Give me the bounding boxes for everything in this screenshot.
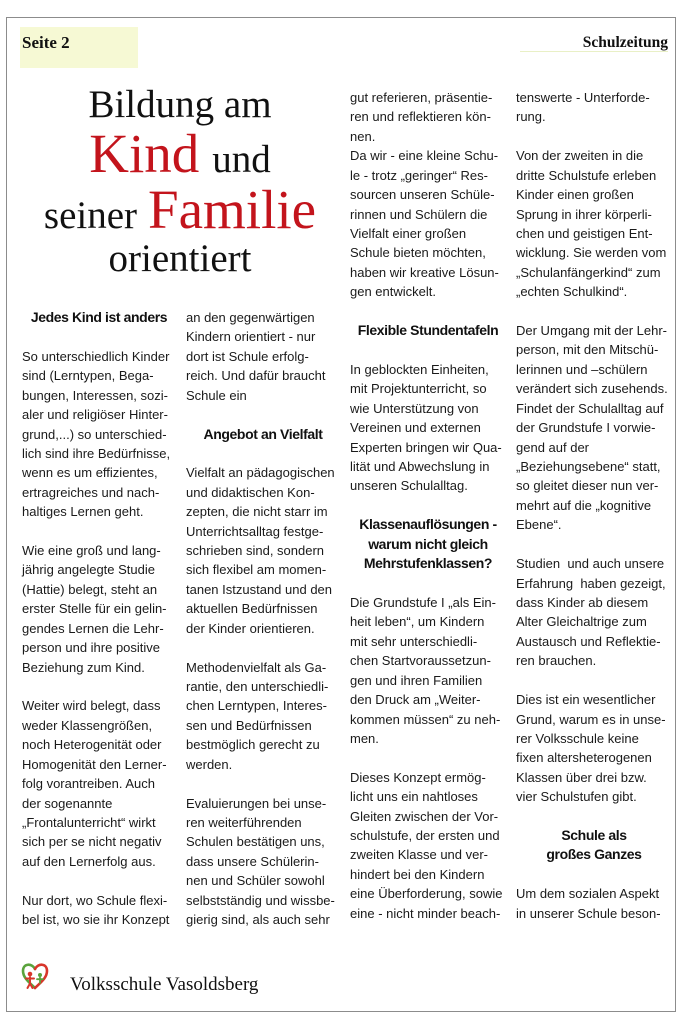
text-line: jährig angelegte Studie (22, 562, 155, 578)
text-line: gierig sind, als auch sehr (186, 912, 330, 928)
text-line: Beziehung zum Kind. (22, 659, 145, 675)
school-logo-icon (19, 960, 51, 992)
text-line: lität und Abwechslung in (350, 459, 490, 475)
text-line: der Grundstufe I vorwie- (516, 420, 656, 436)
text-line: Erfahrung haben gezeigt, (516, 575, 666, 591)
text-line: Wie eine groß und lang- (22, 543, 161, 559)
text-line: Studien und auch unsere (516, 556, 665, 572)
text-line: „Frontalunterricht“ wirkt (22, 814, 156, 830)
paragraph (22, 696, 176, 871)
page-number: Seite 2 (22, 33, 70, 52)
text-line: sen und Bedürfnissen (186, 717, 312, 733)
text-line: Sprung in ihrer körperli- (516, 206, 652, 222)
text-line: lerinnen und –schülern (516, 361, 648, 377)
paragraph (186, 308, 340, 405)
text-line: dritte Schulstufe erleben (516, 167, 657, 183)
header-rule (520, 51, 668, 52)
paragraph (22, 347, 176, 522)
text-line: gendes Lernen die Lehr- (22, 620, 164, 636)
heading-line: Schule als (561, 827, 627, 844)
text-line: eine - nicht minder beach- (350, 905, 501, 921)
text-line: Der Umgang mit der Lehr- (516, 323, 667, 339)
text-line: rinnen und Schülern die (350, 206, 488, 222)
text-line: person, mit den Mitschü- (516, 342, 659, 358)
paragraph (186, 463, 340, 638)
text-line: reich. Und dafür braucht (186, 368, 326, 384)
heading-line: Mehrstufenklassen? (363, 555, 493, 572)
text-line: erster Stelle für ein gelin- (22, 601, 167, 617)
text-line: ren brauchen. (516, 653, 597, 669)
paragraph (22, 541, 176, 677)
title-text: Bildung am (88, 83, 272, 126)
text-line: sourcen unseren Schüle- (350, 187, 495, 203)
title-highlight-kind: Kind (89, 123, 200, 184)
text-line: dort ist Schule erfolg- (186, 348, 309, 364)
text-line: Kindern orientiert - nur (186, 329, 316, 345)
text-line: ren und reflektieren kön- (350, 109, 491, 125)
article-title (20, 0, 340, 300)
text-line: sich per se nicht negativ (22, 834, 162, 850)
text-line: rer Volksschule keine (516, 730, 639, 746)
text-line: Evaluierungen bei unse- (186, 795, 327, 811)
column-2 (186, 308, 340, 930)
paragraph (516, 690, 672, 807)
text-line: mit sehr unterschiedli- (350, 633, 478, 649)
section-heading (186, 425, 340, 444)
text-line: In geblockten Einheiten, (350, 361, 489, 377)
heading-line: großes Ganzes (546, 846, 642, 863)
paragraph (350, 360, 506, 496)
text-line: „Beziehungsebene“ statt, (516, 459, 661, 475)
text-line: Findet der Schulalltag auf (516, 400, 664, 416)
text-line: ertragreiches und nach- (22, 484, 160, 500)
text-line: tenswerte - Unterforde- (516, 90, 650, 105)
text-line: Schule ein (186, 387, 247, 403)
heading-line: Klassenauflösungen - (359, 516, 497, 533)
section-heading (350, 515, 506, 573)
text-line: selbstständig und wissbe- (186, 892, 335, 908)
text-line: So unterschiedlich Kinder (22, 348, 170, 364)
text-line: sich flexibel am momen- (186, 562, 327, 578)
title-text: und (212, 138, 271, 181)
text-line: gen und ihren Familien (350, 672, 483, 688)
text-line: Von der zweiten in die (516, 148, 644, 164)
text-line: verändert sich zusehends. (516, 381, 668, 397)
text-line: nen und Schüler sowohl (186, 873, 325, 889)
text-line: Gleiten zwischen der Vor- (350, 808, 499, 824)
text-line: grund,...) so unterschied- (22, 426, 167, 442)
paragraph (516, 146, 672, 301)
paragraph (186, 658, 340, 775)
text-line: aler und religiöser Hinter- (22, 407, 168, 423)
text-line: schrieben sind, sondern (186, 543, 325, 559)
paragraph (516, 321, 672, 535)
paragraph (350, 768, 506, 923)
paragraph (516, 554, 672, 671)
text-line: noch Heterogenität oder (22, 737, 162, 753)
text-line: unseren Schulalltag. (350, 478, 468, 494)
text-line: (Hattie) belegt, steht an (22, 581, 158, 597)
text-line: gut referieren, präsentie- (350, 90, 493, 105)
text-line: Vielfalt an pädagogischen (186, 465, 335, 481)
text-line: weder Klassengrößen, (22, 717, 153, 733)
text-line: gen entwickelt. (350, 284, 436, 300)
text-line: Austausch und Reflektie- (516, 633, 661, 649)
text-line: sind (Lerntypen, Bega- (22, 368, 154, 384)
school-name: Volksschule Vasoldsberg (70, 974, 259, 995)
title-line-3 (20, 179, 340, 240)
heading-line: warum nicht gleich (368, 535, 488, 552)
text-line: chen Lerntypen, Interes- (186, 698, 327, 714)
text-line: Dieses Konzept ermög- (350, 769, 486, 785)
paragraph (516, 884, 672, 923)
column-3 (350, 88, 506, 923)
text-line: und didaktischen Kon- (186, 484, 315, 500)
text-line: zepten, die nicht starr im (186, 504, 328, 520)
section-heading (350, 321, 506, 340)
paragraph (22, 891, 176, 930)
text-line: Kinder einen großen (516, 187, 634, 203)
text-line: rantie, den unterschiedli- (186, 679, 329, 695)
text-line: dass Kinder ab diesem (516, 594, 649, 610)
text-line: so gleitet dieser nun ver- (516, 478, 659, 494)
text-line: le - trotz „geringer“ Res- (350, 167, 488, 183)
text-line: men. (350, 730, 379, 746)
text-line: bel ist, wo sie ihr Konzept (22, 912, 170, 928)
text-line: fixen altersheterogenen (516, 750, 652, 766)
column-1 (22, 308, 176, 930)
text-line: nen. (350, 128, 376, 144)
section-heading (22, 308, 176, 327)
text-line: in unserer Schule beson- (516, 905, 661, 921)
column-4 (516, 88, 672, 923)
text-line: rung. (516, 109, 546, 125)
text-line: hindert bei den Kindern (350, 866, 485, 882)
text-line: bestmöglich gerecht zu (186, 737, 320, 753)
text-line: „Schulanfängerkind“ zum (516, 264, 661, 280)
text-line: ren weiterführenden (186, 814, 302, 830)
text-line: bungen, Interessen, sozi- (22, 387, 168, 403)
text-line: chen Startvoraussetzun- (350, 653, 491, 669)
text-line: Die Grundstufe I „als Ein- (350, 594, 496, 610)
text-line: Schule bieten möchten, (350, 245, 486, 261)
text-line: Vielfalt einer großen (350, 225, 467, 241)
heading-line: Angebot an Vielfalt (203, 425, 323, 442)
text-line: Da wir - eine kleine Schu- (350, 148, 499, 164)
title-line-2 (20, 123, 340, 184)
text-line: heit leben“, um Kindern (350, 614, 485, 630)
text-line: Methodenvielfalt als Ga- (186, 659, 327, 675)
text-line: an den gegenwärtigen (186, 310, 315, 325)
text-line: vier Schulstufen gibt. (516, 789, 637, 805)
text-line: der sogenannte (22, 795, 113, 811)
title-text: seiner (43, 194, 138, 237)
text-line: lich sind ihre Bedürfnisse, (22, 445, 171, 461)
text-line: „echten Schulkind“. (516, 284, 628, 300)
text-line: licht uns ein nahtloses (350, 789, 478, 805)
text-line: Klassen über drei bzw. (516, 769, 647, 785)
text-line: aktuellen Bedürfnissen (186, 601, 318, 617)
text-line: eine Überforderung, sowie (350, 886, 503, 902)
text-line: mehrt auf die „kognitive (516, 497, 652, 513)
text-line: den Druck am „Weiter- (350, 692, 481, 708)
text-line: kommen müssen“ zu neh- (350, 711, 501, 727)
text-line: auf den Lernerfolg aus. (22, 853, 156, 869)
text-line: folg vorantreiben. Auch (22, 776, 155, 792)
text-line: schulstufe, der ersten und (350, 828, 500, 844)
heading-line: Jedes Kind ist anders (30, 309, 168, 325)
text-line: chen und geistigen Ent- (516, 225, 653, 241)
paragraph (350, 593, 506, 748)
text-line: Alter Gleichaltrige zum (516, 614, 647, 630)
text-line: Unterrichtsalltag festge- (186, 523, 324, 539)
text-line: person und ihre positive (22, 640, 161, 656)
paragraph (350, 88, 506, 302)
paragraph (516, 88, 672, 127)
text-line: wicklung. Sie werden vom (516, 245, 667, 261)
text-line: Dies ist ein wesentlicher (516, 692, 656, 708)
text-line: Grund, warum es in unse- (516, 711, 666, 727)
text-line: Nur dort, wo Schule flexi- (22, 892, 168, 908)
text-line: Vereinen und externen (350, 420, 481, 436)
text-line: der Kinder orientieren. (186, 620, 315, 636)
text-line: dass unsere Schülerin- (186, 853, 319, 869)
text-line: wie Unterstützung von (350, 400, 479, 416)
section-heading (516, 826, 672, 865)
heading-line: Flexible Stundentafeln (357, 322, 499, 339)
text-line: tanen Istzustand und den (186, 581, 333, 597)
text-line: Weiter wird belegt, dass (22, 698, 161, 714)
text-line: Homogenität den Lerner- (22, 756, 167, 772)
text-line: Schulen bestätigen uns, (186, 834, 325, 850)
text-line: zweiten Klasse und ver- (350, 847, 489, 863)
paragraph (186, 794, 340, 930)
text-line: werden. (186, 756, 233, 772)
text-line: Experten bringen wir Qua- (350, 439, 502, 455)
text-line: gend auf der (516, 439, 590, 455)
title-line-1 (20, 85, 340, 124)
text-line: Um dem sozialen Aspekt (516, 886, 660, 902)
title-highlight-familie: Familie (148, 179, 317, 240)
title-text: orientiert (108, 237, 252, 280)
text-line: wenn es um effizientes, (22, 465, 158, 481)
text-line: Ebene“. (516, 517, 562, 533)
title-line-4 (20, 239, 340, 278)
text-line: haltiges Lernen geht. (22, 504, 144, 520)
text-line: haben wir kreative Lösun- (350, 264, 499, 280)
publication-name: Schulzeitung (582, 34, 668, 51)
text-line: mit Projektunterricht, so (350, 381, 487, 397)
